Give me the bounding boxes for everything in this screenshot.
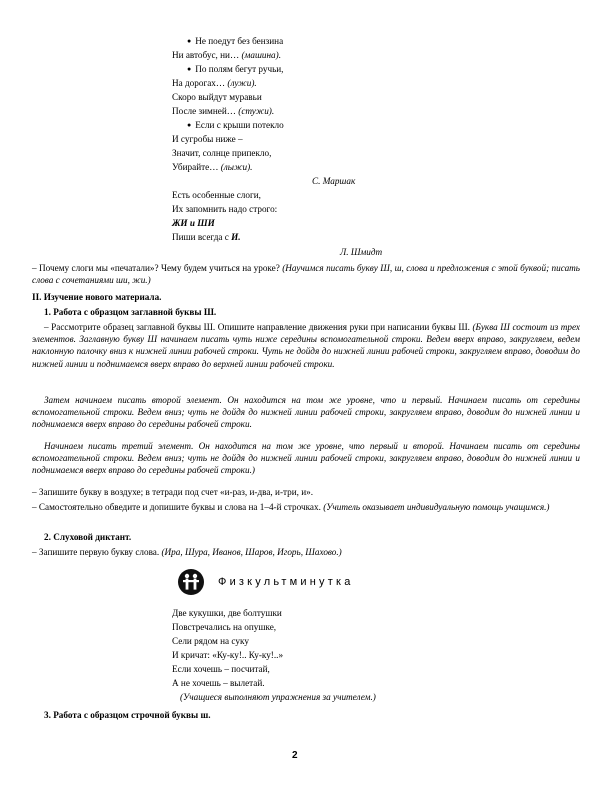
- paragraph: – Запишите букву в воздухе; в тетради под счет «и-раз, и-два, и-три, и».: [32, 487, 314, 497]
- subsection-heading: 1. Работа с образцом заглавной буквы Ш.: [44, 307, 217, 317]
- poem-bullet-3: [187, 119, 284, 132]
- two-figures-icon: [178, 569, 204, 595]
- subsection-heading: 3. Работа с образцом строчной буквы ш.: [44, 710, 211, 720]
- poem-line: И сугробы ниже –: [172, 134, 243, 144]
- rhyme-letter: И.: [231, 232, 241, 242]
- poem-line: Скоро выйдут муравьи: [172, 92, 262, 102]
- poem-answer: (лыжи).: [220, 162, 253, 172]
- subsection-heading: 2. Слуховой диктант.: [44, 532, 132, 542]
- fizkultminutka-header: [178, 569, 354, 595]
- poem-line-text: Ни автобус, ни…: [172, 50, 240, 60]
- poem-author: С. Маршак: [312, 176, 356, 186]
- poem-answer: (стужи).: [238, 106, 275, 116]
- poem-bullet-1: [187, 35, 283, 48]
- rhyme-line: Повстречались на опушке,: [172, 622, 277, 632]
- fizkultminutka-title: Физкультминутка: [218, 576, 354, 588]
- poem-line-text: Убирайте…: [172, 162, 219, 172]
- poem-line-text: После зимней…: [172, 106, 236, 116]
- paragraph-italic: (Буква Ш состоит из трех элементов. Заглавную букву Ш начинаем писать чуть ниже середины вспомогательной строки. Ведем вверх вправо, закругляем, ведем наклонную палочку вниз к нижней линии рабочей строки. Чуть не дойдя до нижней линии рабочей строки, закругляем вправо, доводим до нижней линии и поднимаемся вверх вправо до верхней линии рабочей строки.: [32, 322, 581, 369]
- rhyme-line-text: Пиши всегда с: [172, 232, 229, 242]
- poem-bullet-3-text: Если с крыши потекло: [195, 120, 284, 130]
- rhyme-line: Если хочешь – посчитай,: [172, 664, 270, 674]
- poem-line: [172, 105, 274, 117]
- rhyme-line: Их запомнить надо строго:: [172, 204, 278, 214]
- rhyme-line: Две кукушки, две болтушки: [172, 608, 282, 618]
- fizkult-note: (Учащиеся выполняют упражнения за учителем.): [180, 692, 376, 702]
- paragraph-text: – Самостоятельно обведите и допишите буквы и слова на 1–4-й строчках.: [32, 502, 321, 512]
- poem-line: Значит, солнце припекло,: [172, 148, 272, 158]
- page-number: 2: [292, 750, 298, 761]
- poem-line: [172, 49, 281, 61]
- poem-line-text: На дорогах…: [172, 78, 226, 88]
- intro-answer: (Научимся писать букву Ш, ш, слова и предложения с этой буквой; писать слова с сочетаниями ши, жи.): [32, 263, 580, 286]
- poem-line: [172, 161, 252, 173]
- rhyme-author: Л. Шмидт: [340, 247, 383, 257]
- paragraph: [32, 546, 580, 558]
- poem-bullet-1-text: Не поедут без бензина: [195, 36, 284, 46]
- paragraph-italic: (Ира, Шура, Иванов, Шаров, Игорь, Шахово.): [161, 547, 342, 557]
- paragraph-text: – Рассмотрите образец заглавной буквы Ш. Опишите направление движения руки при написании буквы Ш.: [44, 322, 470, 332]
- paragraph: [32, 501, 580, 513]
- section-heading: II. Изучение нового материала.: [32, 292, 162, 302]
- poem-answer: (машина).: [241, 50, 281, 60]
- paragraph: [32, 321, 580, 370]
- intro-paragraph: [32, 262, 580, 286]
- paragraph: Начинаем писать третий элемент. Он находится на том же уровне, что первый и второй. Начинаем писать от середины вспомогательной строки. Ведем вниз; чуть не дойдя до нижней линии рабочей строки, закругляем вправо, доводим до нижней линии и поднимаемся вверх вправо до середины рабочей строки.): [32, 441, 580, 476]
- poem-bullet-2: [187, 63, 283, 76]
- rhyme-line: Есть особенные слоги,: [172, 190, 261, 200]
- rhyme-line: А не хочешь – вылетай.: [172, 678, 265, 688]
- rhyme-line: Сели рядом на суку: [172, 636, 249, 646]
- rhyme-line: [172, 231, 241, 243]
- paragraph-italic: (Учитель оказывает индивидуальную помощь учащимся.): [323, 502, 550, 512]
- poem-answer: (лужи).: [227, 78, 257, 88]
- paragraph: Затем начинаем писать второй элемент. Он находится на том же уровне, что и первый. Начинаем писать от середины вспомогательной строки. Ведем вниз; чуть не дойдя до нижней линии рабочей строки, закругляем вправо, доводим до нижней линии и поднимаемся вверх вправо до середины рабочей строки.: [32, 395, 580, 430]
- intro-question: – Почему слоги мы «печатали»? Чему будем учиться на уроке?: [32, 263, 280, 273]
- paragraph-text: – Запишите первую букву слова.: [32, 547, 160, 557]
- rhyme-highlight: ЖИ и ШИ: [172, 218, 215, 228]
- rhyme-line: И кричат: «Ку-ку!.. Ку-ку!..»: [172, 650, 284, 660]
- poem-bullet-2-text: По полям бегут ручьи,: [195, 64, 284, 74]
- poem-line: [172, 77, 257, 89]
